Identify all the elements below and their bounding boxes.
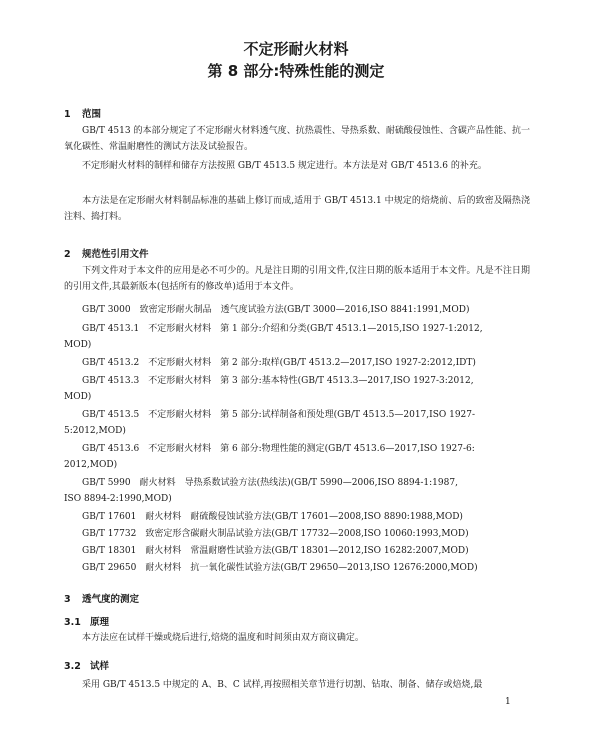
paragraph-text: GB/T 4513 的本部分规定了不定形耐火材料透气度、抗热震性、导热系数、耐硫酸侵蚀性、含碳产品性能、抗一氧化碳性、常温耐磨性的测试方法及试验报告。 xyxy=(64,126,530,152)
reference-line: GB/T 5990 耐火材料 导热系数试验方法(热线法)(GB/T 5990—2006,ISO 8894-1:1987, xyxy=(82,478,458,488)
sample-paragraph: 采用 GB/T 4513.5 中规定的 A、B、C 试样,再按照相关章节进行切割、钻取、制备、储存或焙烧,最 xyxy=(82,680,483,690)
document-subtitle: 第 8 部分:特殊性能的测定 xyxy=(207,62,385,80)
reference-line: ISO 8894-2:1990,MOD) xyxy=(64,494,172,504)
section-number: 2 xyxy=(64,249,71,260)
section-title: 透气度的测定 xyxy=(82,594,140,605)
principle-paragraph xyxy=(64,630,530,646)
section-number: 3.2 xyxy=(64,661,81,672)
page-number: 1 xyxy=(505,697,511,707)
reference-line: MOD) xyxy=(64,392,92,402)
reference-line: GB/T 17732 致密定形含碳耐火制品试验方法(GB/T 17732—2008,ISO 10060:1993,MOD) xyxy=(82,529,469,539)
document-title: 不定形耐火材料 xyxy=(243,40,349,58)
normative-intro xyxy=(64,263,530,295)
paragraph-text: 不定形耐火材料的制样和储存方法按照 GB/T 4513.5 规定进行。本方法是对 GB/T 4513.6 的补充。 xyxy=(82,161,487,171)
reference-line: GB/T 4513.1 不定形耐火材料 第 1 部分:介绍和分类(GB/T 4513.1—2015,ISO 1927-1:2012, xyxy=(82,324,483,334)
reference-line: GB/T 4513.3 不定形耐火材料 第 3 部分:基本特性(GB/T 4513.3—2017,ISO 1927-3:2012, xyxy=(82,376,474,386)
section-3-heading xyxy=(64,591,139,605)
section-title: 规范性引用文件 xyxy=(82,249,149,260)
section-number: 3.1 xyxy=(64,617,81,628)
reference-line: GB/T 4513.2 不定形耐火材料 第 2 部分:取样(GB/T 4513.2—2017,ISO 1927-2:2012,IDT) xyxy=(82,358,476,368)
reference-line: GB/T 4513.5 不定形耐火材料 第 5 部分:试样制备和预处理(GB/T 4513.5—2017,ISO 1927- xyxy=(82,410,476,420)
section-3-1-heading xyxy=(64,614,109,628)
reference-line: MOD) xyxy=(64,340,92,350)
section-title: 原理 xyxy=(90,617,110,628)
reference-line: GB/T 29650 耐火材料 抗一氧化碳性试验方法(GB/T 29650—2013,ISO 12676:2000,MOD) xyxy=(82,563,478,573)
reference-line: 5:2012,MOD) xyxy=(64,426,126,436)
scope-paragraph-2 xyxy=(64,158,530,174)
reference-line: GB/T 17601 耐火材料 耐硫酸侵蚀试验方法(GB/T 17601—2008,ISO 8890:1988,MOD) xyxy=(82,512,463,522)
scope-paragraph-1 xyxy=(64,123,530,155)
section-number: 3 xyxy=(64,594,71,605)
scope-paragraph-3 xyxy=(64,193,530,225)
section-3-2-heading xyxy=(64,658,109,672)
reference-line: 2012,MOD) xyxy=(64,460,118,470)
reference-line: GB/T 18301 耐火材料 常温耐磨性试验方法(GB/T 18301—2012,ISO 16282:2007,MOD) xyxy=(82,546,469,556)
section-2-heading xyxy=(64,246,149,260)
section-1-heading xyxy=(64,106,101,120)
paragraph-text: 本方法应在试样干燥或烧后进行,焙烧的温度和时间须由双方商议确定。 xyxy=(82,633,364,643)
section-number: 1 xyxy=(64,109,71,120)
paragraph-text: 下列文件对于本文件的应用是必不可少的。凡是注日期的引用文件,仅注日期的版本适用于本文件。凡是不注日期的引用文件,其最新版本(包括所有的修改单)适用于本文件。 xyxy=(64,266,530,292)
reference-line: GB/T 3000 致密定形耐火制品 透气度试验方法(GB/T 3000—2016,ISO 8841:1991,MOD) xyxy=(82,305,470,315)
paragraph-text: 本方法是在定形耐火材料制品标准的基础上修订而成,适用于 GB/T 4513.1 中规定的焙烧前、后的致密及隔热浇注料、捣打料。 xyxy=(64,196,530,222)
section-title: 试样 xyxy=(90,661,110,672)
reference-line: GB/T 4513.6 不定形耐火材料 第 6 部分:物理性能的测定(GB/T 4513.6—2017,ISO 1927-6: xyxy=(82,444,475,454)
section-title: 范围 xyxy=(82,109,102,120)
